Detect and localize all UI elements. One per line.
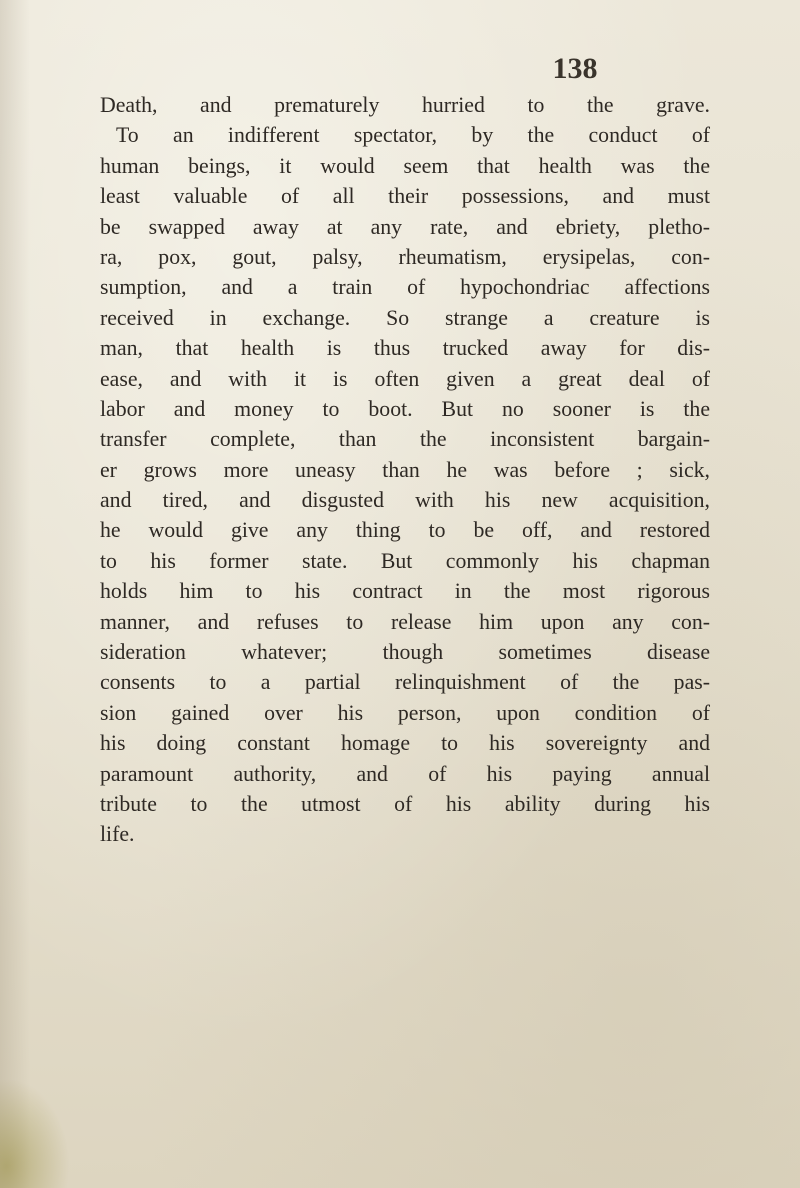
text-line: received in exchange. So strange a creature is	[100, 305, 710, 330]
binding-shadow	[0, 0, 30, 1188]
text-line: life.	[100, 822, 135, 847]
text-line: man, that health is thus trucked away for dis-	[100, 336, 710, 361]
text-line: holds him to his contract in the most rigorous	[100, 579, 710, 604]
text-line: to his former state. But commonly his chapman	[100, 548, 710, 573]
text-line: er grows more uneasy than he was before ; sick,	[100, 457, 710, 482]
text-line: he would give any thing to be off, and restored	[100, 518, 710, 543]
text-line: sideration whatever; though sometimes disease	[100, 640, 710, 665]
text-line: consents to a partial relinquishment of the pas-	[100, 670, 710, 695]
text-line: least valuable of all their possessions, and must	[100, 184, 710, 209]
text-line: labor and money to boot. But no sooner is the	[100, 396, 710, 421]
text-line: sion gained over his person, upon condition of	[100, 700, 710, 725]
text-line: Death, and prematurely hurried to the grave.	[100, 93, 710, 117]
text-line: transfer complete, than the inconsistent bargain-	[100, 427, 710, 452]
text-line: his doing constant homage to his sovereignty and	[100, 731, 710, 756]
text-line: ease, and with it is often given a great deal of	[100, 366, 710, 391]
text-line: be swapped away at any rate, and ebriety, pletho-	[100, 214, 710, 239]
text-line: manner, and refuses to release him upon any con-	[100, 609, 710, 634]
text-line: ra, pox, gout, palsy, rheumatism, erysipelas, con-	[100, 244, 710, 269]
paper-stain	[0, 1078, 70, 1188]
text-line: paramount authority, and of his paying annual	[100, 761, 710, 786]
page-number: 138	[552, 52, 598, 85]
body-text	[100, 90, 710, 850]
text-line: To an indifferent spectator, by the conduct of	[116, 123, 710, 148]
text-line: and tired, and disgusted with his new acquisition,	[100, 488, 710, 513]
text-line: tribute to the utmost of his ability during his	[100, 791, 710, 816]
text-line: human beings, it would seem that health was the	[100, 153, 710, 178]
text-line: sumption, and a train of hypochondriac affections	[100, 275, 710, 300]
